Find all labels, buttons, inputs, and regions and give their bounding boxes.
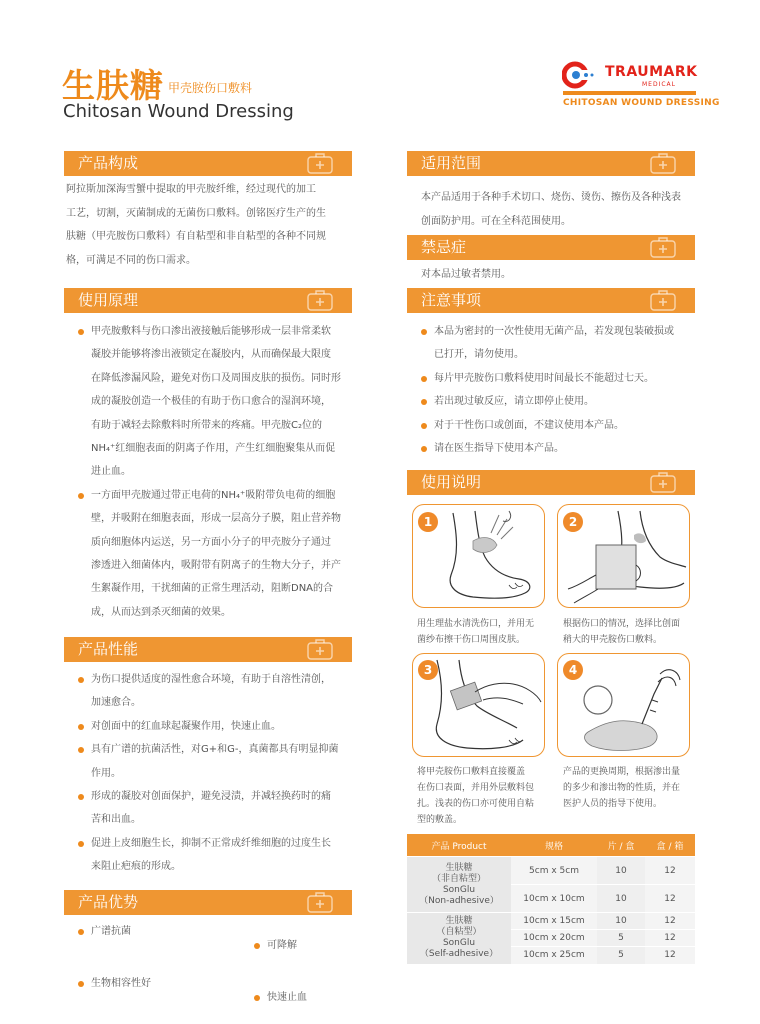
advantage-item: 生物相容性好 bbox=[77, 977, 760, 991]
qty-cell: 10 bbox=[597, 857, 645, 885]
medical-cross-icon bbox=[306, 639, 336, 660]
list-item: 对于干性伤口或创面，不建议使用本产品。 bbox=[420, 414, 702, 437]
subtitle-cn: 甲壳胺伤口敷料 bbox=[168, 81, 253, 95]
medical-cross-icon bbox=[306, 290, 336, 311]
list-item: 为伤口提供适度的湿性愈合环境，有助于自溶性清创， 加速愈合。 bbox=[77, 668, 367, 715]
spec-cell: 5cm x 5cm bbox=[511, 857, 597, 885]
medical-cross-icon bbox=[306, 892, 336, 913]
section-bar-instructions bbox=[407, 470, 695, 495]
qty-cell: 12 bbox=[645, 947, 695, 964]
advantage-item: 可降解 bbox=[253, 939, 760, 953]
table-row bbox=[407, 913, 695, 930]
list-item: 本品为密封的一次性使用无菌产品，若发现包装破损或 已打开，请勿使用。 bbox=[420, 320, 702, 367]
title-cn: 生肤糖 bbox=[62, 66, 164, 105]
step-number: 2 bbox=[563, 512, 583, 532]
product-cell: 生肤糖 （非自粘型） SonGlu （Non-adhesive） bbox=[407, 857, 511, 913]
logo-sub: MEDICAL bbox=[642, 81, 676, 88]
logo-tagline: CHITOSAN WOUND DRESSING bbox=[563, 98, 720, 108]
step-number: 3 bbox=[418, 660, 438, 680]
qty-cell: 10 bbox=[597, 885, 645, 913]
qty-cell: 12 bbox=[645, 857, 695, 885]
contra-text: 对本品过敏者禁用。 bbox=[421, 269, 511, 280]
list-item: 若出现过敏反应，请立即停止使用。 bbox=[420, 390, 702, 413]
spec-cell: 10cm x 15cm bbox=[511, 913, 597, 930]
section-bar-contraindication bbox=[407, 235, 695, 260]
list-item: 对创面中的红血球起凝聚作用，快速止血。 bbox=[77, 715, 367, 738]
section-bar-scope bbox=[407, 151, 695, 176]
column-header: 规格 bbox=[511, 834, 597, 857]
performance-list bbox=[77, 668, 367, 879]
title-en: Chitosan Wound Dressing bbox=[63, 101, 294, 122]
qty-cell: 12 bbox=[645, 885, 695, 913]
spec-table bbox=[407, 834, 695, 964]
qty-cell: 12 bbox=[645, 913, 695, 930]
list-item: 每片甲壳胺伤口敷料使用时间最长不能超过七天。 bbox=[420, 367, 702, 390]
qty-cell: 5 bbox=[597, 930, 645, 947]
column-header: 片 / 盒 bbox=[597, 834, 645, 857]
logo-underline bbox=[563, 91, 696, 95]
composition-line: 格，可满足不同的伤口需求。 bbox=[66, 255, 196, 267]
table-header-row bbox=[407, 834, 695, 857]
composition-line: 阿拉斯加深海雪蟹中提取的甲壳胺纤维，经过现代的加工 bbox=[66, 184, 316, 195]
composition-heading: 产品构成 bbox=[78, 154, 139, 172]
medical-cross-icon bbox=[649, 153, 679, 174]
section-bar-notes bbox=[407, 288, 695, 313]
principle-heading: 使用原理 bbox=[78, 291, 139, 309]
instructions-heading: 使用说明 bbox=[421, 473, 482, 491]
qty-cell: 5 bbox=[597, 947, 645, 964]
medical-cross-icon bbox=[649, 472, 679, 493]
section-bar-composition bbox=[64, 151, 352, 176]
column-header: 产品 Product bbox=[407, 834, 511, 857]
contra-heading: 禁忌症 bbox=[421, 238, 467, 256]
step-number: 4 bbox=[563, 660, 583, 680]
spec-cell: 10cm x 20cm bbox=[511, 930, 597, 947]
list-item: 具有广谱的抗菌活性，对G+和G-，真菌都具有明显抑菌 作用。 bbox=[77, 738, 367, 785]
medical-cross-icon bbox=[649, 290, 679, 311]
step-caption: 用生理盐水清洗伤口，并用无 菌纱布擦干伤口周围皮肤。 bbox=[417, 619, 535, 645]
scope-heading: 适用范围 bbox=[421, 154, 482, 172]
section-bar-advantages bbox=[64, 890, 352, 915]
spec-cell: 10cm x 25cm bbox=[511, 947, 597, 964]
step-caption: 产品的更换周期，根据渗出量 的多少和渗出物的性质，并在 医护人员的指导下使用。 bbox=[563, 767, 681, 809]
product-cell: 生肤糖 （自粘型） SonGlu （Self-adhesive） bbox=[407, 913, 511, 964]
performance-heading: 产品性能 bbox=[78, 640, 139, 658]
advantage-item: 广谱抗菌 bbox=[77, 925, 760, 939]
medical-cross-icon bbox=[306, 153, 336, 174]
composition-line: 工艺，切割，灭菌制成的无菌伤口敷料。创铭医疗生产的生 bbox=[66, 207, 326, 219]
composition-text bbox=[66, 178, 352, 273]
spec-cell: 10cm x 10cm bbox=[511, 885, 597, 913]
list-item: 甲壳胺敷料与伤口渗出液接触后能够形成一层非常柔软 凝胶并能够将渗出液锁定在凝胶内，从而确保最大限度 在降低渗漏风险，避免对伤口及周围皮肤的损伤。同时形 成的凝胶创造一个极佳的有助于伤口愈合的湿润环境， 有助于减轻去除敷料时所带来的疼痛。甲壳胺C₂位的 NH₄⁺红细胞表面的阴离子作用，产生红细胞聚集从而促 进止血。 bbox=[77, 320, 367, 484]
qty-cell: 12 bbox=[645, 930, 695, 947]
advantage-item: 快速止血 bbox=[253, 991, 760, 1005]
scope-text: 本产品适用于各种手术切口、烧伤、烫伤、擦伤及各种浅表 创面防护用。可在全科范围使用。 bbox=[421, 192, 681, 227]
qty-cell: 10 bbox=[597, 913, 645, 930]
step-caption: 根据伤口的情况，选择比创面 稍大的甲壳胺伤口敷料。 bbox=[563, 619, 681, 645]
step-caption: 将甲壳胺伤口敷料直接覆盖 在伤口表面，并用外层敷料包 扎。浅表的伤口亦可使用自粘 型的敷盖。 bbox=[417, 767, 535, 825]
notes-list bbox=[420, 320, 702, 460]
principle-list bbox=[77, 320, 367, 624]
section-bar-principle bbox=[64, 288, 352, 313]
column-header: 盒 / 箱 bbox=[645, 834, 695, 857]
logo-name: TRAUMARK bbox=[605, 64, 698, 80]
traumark-logo-icon bbox=[562, 61, 598, 89]
list-item: 促进上皮细胞生长，抑制不正常成纤维细胞的过度生长 来阻止疤痕的形成。 bbox=[77, 832, 367, 879]
advantages-heading: 产品优势 bbox=[78, 893, 139, 911]
section-bar-performance bbox=[64, 637, 352, 662]
notes-heading: 注意事项 bbox=[421, 291, 482, 309]
list-item: 形成的凝胶对创面保护，避免浸渍，并减轻换药时的痛 苦和出血。 bbox=[77, 785, 367, 832]
step-number: 1 bbox=[418, 512, 438, 532]
list-item: 请在医生指导下使用本产品。 bbox=[420, 437, 702, 460]
medical-cross-icon bbox=[649, 237, 679, 258]
list-item: 一方面甲壳胺通过带正电荷的NH₄⁺吸附带负电荷的细胞 壁，并吸附在细胞表面，形成一层高分子膜，阻止营养物 质向细胞体内运送，另一方面小分子的甲壳胺分子通过 渗透进入细菌体内，吸附带有阴离子的生物大分子，并产 生絮凝作用，干扰细菌的正常生理活动，阻断DNA的合 成，从而达到杀灭细菌的效果。 bbox=[77, 484, 367, 624]
table-row bbox=[407, 857, 695, 885]
composition-line: 肤糖（甲壳胺伤口敷料）有自粘型和非自粘型的各种不同规 bbox=[66, 231, 326, 243]
